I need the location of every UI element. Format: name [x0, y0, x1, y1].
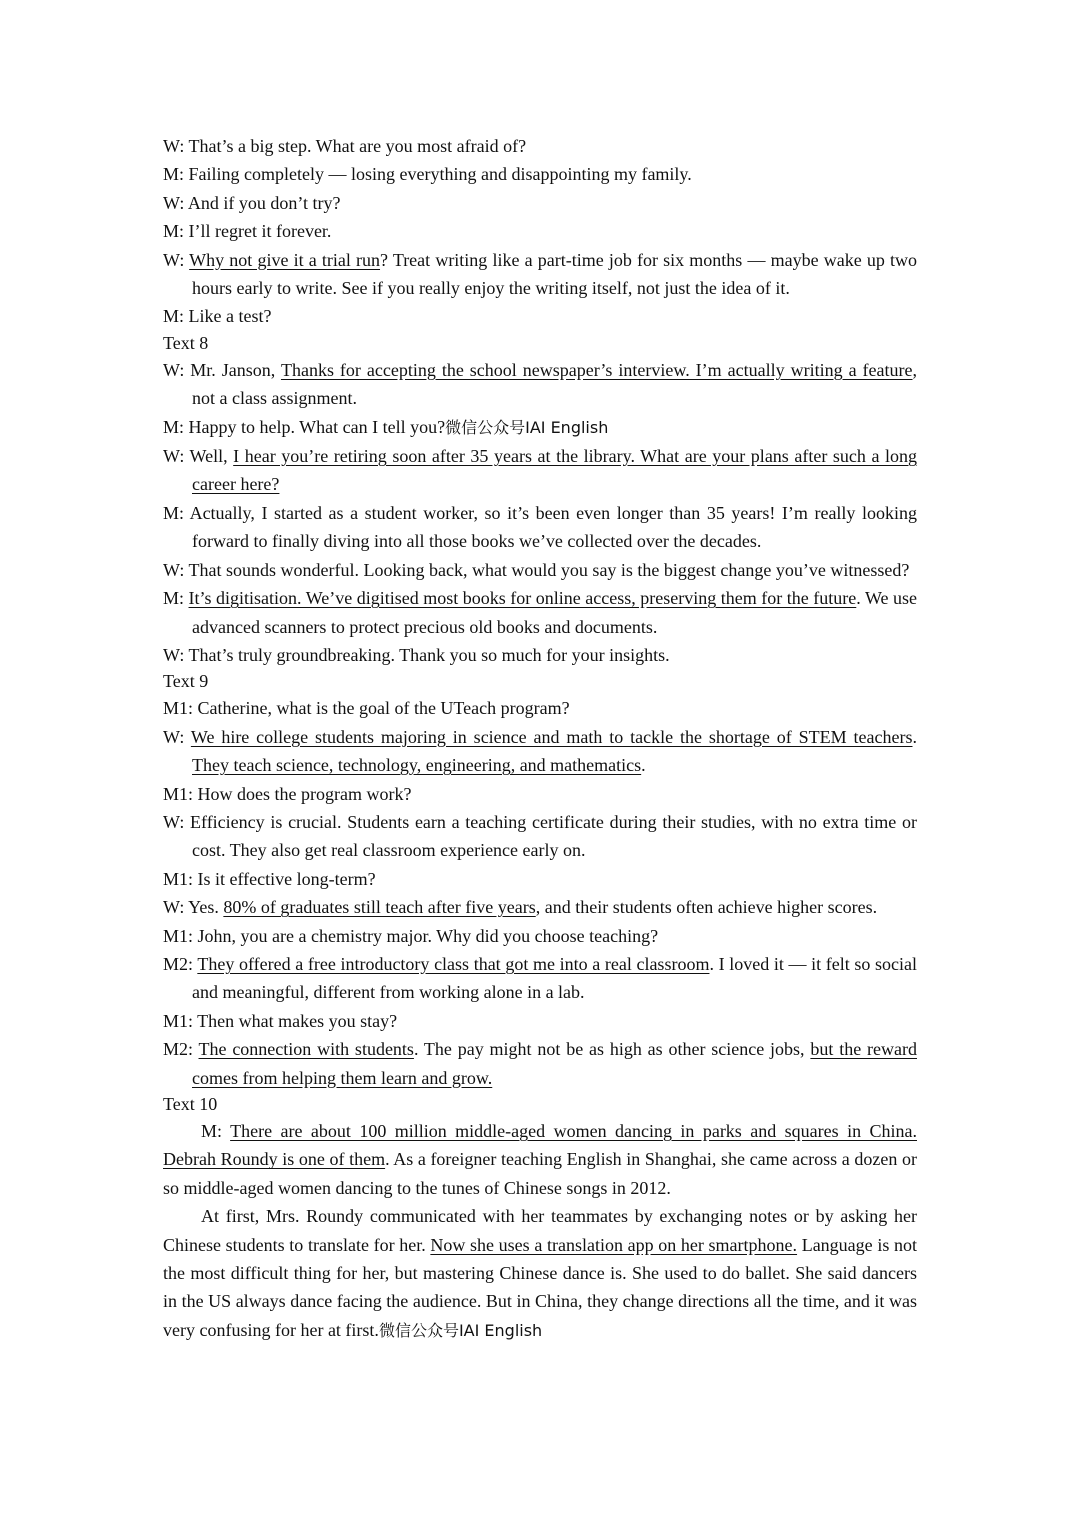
underlined-text: Why not give it a trial run	[189, 249, 381, 270]
underlined-text: 80% of graduates still teach after five years	[223, 897, 536, 918]
text-segment: .	[641, 755, 646, 776]
underlined-text: It’s digitisation. We’ve digitised most books for online access, preserving them for the future	[188, 588, 857, 609]
text-segment: W: Mr. Janson,	[163, 359, 281, 380]
section-heading: Text 8	[163, 332, 209, 353]
text-segment: . I loved it — it felt so social and meaningful, different from working alone in a lab.	[192, 953, 918, 1003]
dialogue-line	[163, 302, 917, 330]
text-segment: M2:	[163, 953, 198, 974]
dialogue-line	[163, 132, 917, 160]
dialogue-line	[163, 499, 917, 556]
text-segment: ? Treat writing like a part-time job for six months — maybe wake up two hours early to write. See if you really enjoy the writing itself, not just the idea of it.	[192, 249, 918, 299]
underlined-text: I hear you’re retiring soon after 35 years at the library. What are your plans after such a long career here?	[192, 446, 918, 495]
dialogue-line	[163, 808, 917, 865]
text-segment: M: Failing completely — losing everything and disappointing my family.	[163, 164, 692, 185]
text-segment: .	[912, 726, 917, 747]
text-segment: M1: How does the program work?	[163, 783, 412, 804]
dialogue-line	[163, 641, 917, 669]
section-heading: Text 10	[163, 1094, 218, 1114]
dialogue-line	[163, 413, 917, 442]
text-segment: M:	[201, 1121, 231, 1141]
underlined-text: but the reward comes from helping them learn and grow.	[192, 1039, 917, 1088]
narration-paragraph	[163, 1202, 917, 1345]
text-segment: W:	[163, 726, 191, 747]
dialogue-line	[163, 160, 917, 188]
text-segment: M:	[163, 588, 189, 609]
dialogue-line	[163, 556, 917, 584]
text-segment: . As a foreigner teaching English in Shanghai, she came across a dozen or so middle-aged women dancing to the tunes of Chinese songs in 2012.	[163, 1149, 917, 1198]
text-segment: . We use advanced scanners to protect precious old books and documents.	[192, 588, 917, 637]
text-segment: Language is not the most difficult thing for her, but mastering Chinese dance is. She used to do ballet. She said dancers in the US always dance facing the audience. But in China, they change directions all the time, and it was very confusing for her at first.	[163, 1234, 917, 1340]
underlined-text: They teach science, technology, engineering, and mathematics	[192, 755, 642, 776]
text-segment: W: Yes.	[163, 897, 224, 918]
underlined-text: They offered a free introductory class that got me into a real classroom	[197, 953, 710, 974]
text-segment: M: I’ll regret it forever.	[163, 221, 332, 242]
text-segment: W: That’s truly groundbreaking. Thank you so much for your insights.	[163, 644, 670, 665]
underlined-text: The connection with students	[198, 1039, 414, 1060]
dialogue-line	[163, 950, 917, 1007]
dialogue-line	[163, 1007, 917, 1035]
narration-paragraph	[163, 1117, 917, 1202]
text-segment: W: That sounds wonderful. Looking back, what would you say is the biggest change you’ve witnessed?	[163, 559, 910, 580]
underlined-text: We hire college students majoring in science and math to tackle the shortage of STEM teachers	[190, 726, 913, 747]
text-segment: W:	[163, 249, 190, 270]
underlined-text: Thanks for accepting the school newspaper’s interview. I’m actually writing a feature	[280, 359, 913, 380]
watermark-text: 微信公众号IAI English	[378, 1320, 543, 1340]
dialogue-line	[163, 922, 917, 950]
dialogue-line	[163, 246, 917, 303]
text-segment: M1: Catherine, what is the goal of the UTeach program?	[163, 698, 570, 719]
text-segment: . The pay might not be as high as other science jobs,	[413, 1039, 811, 1060]
dialogue-line	[163, 893, 917, 921]
text-segment: M: Happy to help. What can I tell you?	[163, 416, 446, 437]
underlined-text: There are about 100 million middle-aged women dancing in parks and squares in China. Debrah Roundy is one of them	[163, 1121, 917, 1170]
text-segment: M2:	[163, 1039, 199, 1060]
text-segment: M1: Is it effective long-term?	[163, 868, 376, 889]
dialogue-line	[163, 442, 917, 499]
section-heading: Text 9	[163, 671, 209, 692]
dialogue-line	[163, 694, 917, 722]
text-segment: W: And if you don’t try?	[163, 192, 341, 213]
watermark-text: 微信公众号IAI English	[445, 417, 609, 437]
text-segment: W: Well,	[163, 446, 234, 467]
dialogue-line	[163, 780, 917, 808]
underlined-text: Now she uses a translation app on her smartphone.	[430, 1234, 798, 1255]
dialogue-line	[163, 723, 917, 780]
text-segment: W: That’s a big step. What are you most afraid of?	[163, 136, 527, 156]
text-segment: At first, Mrs. Roundy communicated with her teammates by exchanging notes or by asking her Chinese students to translate for her.	[163, 1206, 917, 1255]
document-page	[163, 132, 917, 1345]
dialogue-line	[163, 584, 917, 641]
text-segment: W: Efficiency is crucial. Students earn a teaching certificate during their studies, with no extra time or cost. They also get real classroom experience early on.	[163, 811, 917, 861]
text-segment: , not a class assignment.	[192, 359, 917, 409]
text-segment: , and their students often achieve higher scores.	[535, 897, 878, 918]
text-segment: M: Actually, I started as a student worker, so it’s been even longer than 35 years! I’m really looking forward to finally diving into all those books we’ve collected over the decades.	[163, 502, 917, 552]
dialogue-line	[163, 1035, 917, 1092]
dialogue-line	[163, 217, 917, 245]
text-segment: M1: John, you are a chemistry major. Why did you choose teaching?	[163, 925, 659, 946]
text-segment: M1: Then what makes you stay?	[163, 1010, 398, 1031]
dialogue-line	[163, 189, 917, 217]
dialogue-line	[163, 865, 917, 893]
dialogue-line	[163, 356, 917, 413]
text-segment: M: Like a test?	[163, 306, 272, 327]
